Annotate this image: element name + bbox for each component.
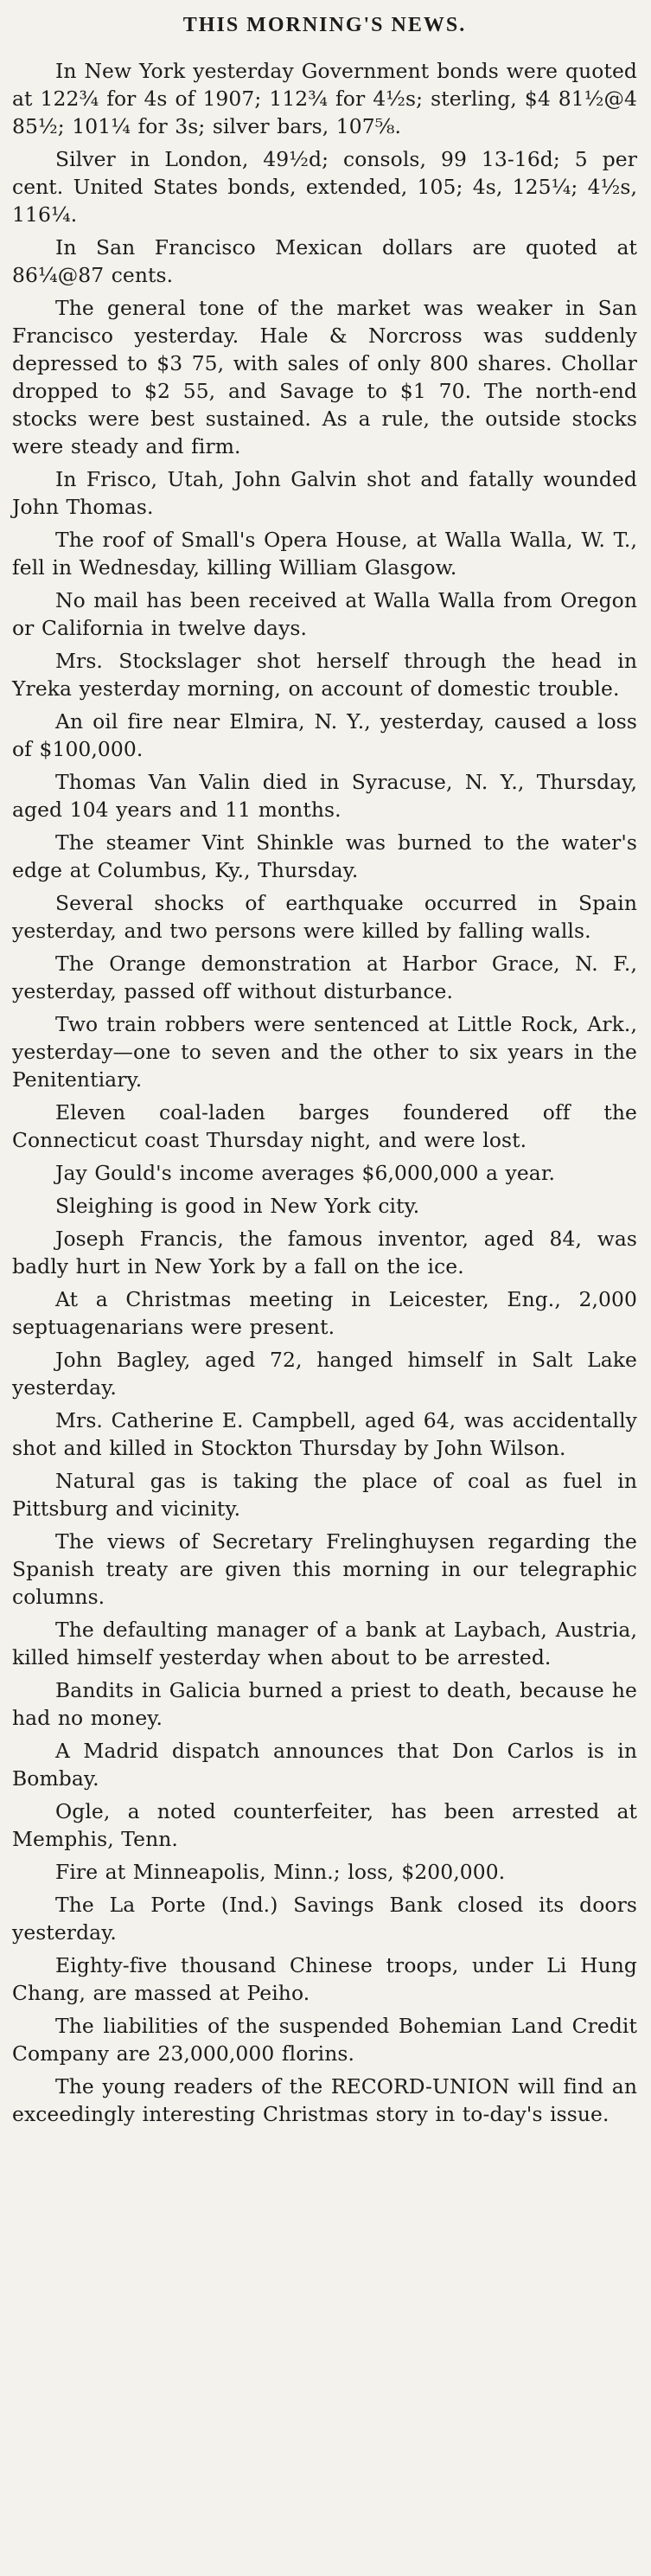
news-item: Silver in London, 49½d; consols, 99 13-16d; 5 per cent. United States bonds, extended, 105; 4s, 125¼; 4½s, 116¼. bbox=[12, 147, 637, 227]
news-items bbox=[12, 57, 637, 2128]
news-item: The defaulting manager of a bank at Laybach, Austria, killed himself yesterday when about to be arrested. bbox=[12, 1618, 637, 1669]
news-item: Two train robbers were sentenced at Little Rock, Ark., yesterday—one to seven and the other to six years in the Penitentiary. bbox=[12, 1012, 637, 1092]
news-item: In Frisco, Utah, John Galvin shot and fatally wounded John Thomas. bbox=[12, 467, 637, 519]
news-item: Jay Gould's income averages $6,000,000 a year. bbox=[55, 1161, 556, 1185]
news-item: In New York yesterday Government bonds were quoted at 122¾ for 4s of 1907; 112¾ for 4½s; sterling, $4 81½@4 85½; 101¼ for 3s; silver bars, 107⅝. bbox=[12, 59, 637, 138]
news-item: The liabilities of the suspended Bohemian Land Credit Company are 23,000,000 florins. bbox=[12, 2014, 637, 2066]
news-item: No mail has been received at Walla Walla from Oregon or California in twelve days. bbox=[12, 588, 637, 640]
news-item: Bandits in Galicia burned a priest to death, because he had no money. bbox=[12, 1678, 637, 1730]
news-item: The views of Secretary Frelinghuysen regarding the Spanish treaty are given this morning in our telegraphic columns. bbox=[12, 1529, 637, 1609]
news-item: The roof of Small's Opera House, at Walla Walla, W. T., fell in Wednesday, killing William Glasgow. bbox=[12, 528, 637, 580]
news-item: The Orange demonstration at Harbor Grace, N. F., yesterday, passed off without disturbance. bbox=[12, 952, 637, 1003]
news-item: In San Francisco Mexican dollars are quoted at 86¼@87 cents. bbox=[12, 235, 637, 287]
news-item: Joseph Francis, the famous inventor, aged 84, was badly hurt in New York by a fall on the ice. bbox=[12, 1227, 637, 1278]
news-item: Eighty-five thousand Chinese troops, under Li Hung Chang, are massed at Peiho. bbox=[12, 1953, 637, 2005]
news-item: Fire at Minneapolis, Minn.; loss, $200,000. bbox=[55, 1860, 506, 1884]
news-item: The general tone of the market was weaker in San Francisco yesterday. Hale & Norcross was suddenly depressed to $3 75, with sales of only 800 shares. Chollar dropped to $2 55, and Savage to $1 70. The north-end stocks were best sustained. As a rule, the outside stocks were steady and firm. bbox=[12, 296, 637, 458]
news-item: Thomas Van Valin died in Syracuse, N. Y., Thursday, aged 104 years and 11 months. bbox=[12, 770, 637, 822]
news-item: Mrs. Catherine E. Campbell, aged 64, was accidentally shot and killed in Stockton Thursday by John Wilson. bbox=[12, 1408, 637, 1460]
news-item: The young readers of the RECORD-UNION will find an exceedingly interesting Christmas story in to-day's issue. bbox=[12, 2074, 637, 2126]
news-item: Natural gas is taking the place of coal as fuel in Pittsburg and vicinity. bbox=[12, 1469, 637, 1521]
news-item: At a Christmas meeting in Leicester, Eng., 2,000 septuagenarians were present. bbox=[12, 1287, 637, 1339]
news-item: Eleven coal-laden barges foundered off the Connecticut coast Thursday night, and were lost. bbox=[12, 1100, 637, 1152]
news-item: Mrs. Stockslager shot herself through the head in Yreka yesterday morning, on account of domestic trouble. bbox=[12, 649, 637, 701]
news-item: An oil fire near Elmira, N. Y., yesterday, caused a loss of $100,000. bbox=[12, 709, 637, 761]
news-item: A Madrid dispatch announces that Don Carlos is in Bombay. bbox=[12, 1739, 637, 1791]
news-item: John Bagley, aged 72, hanged himself in Salt Lake yesterday. bbox=[12, 1348, 637, 1400]
news-item: Ogle, a noted counterfeiter, has been arrested at Memphis, Tenn. bbox=[12, 1799, 637, 1851]
news-item: Several shocks of earthquake occurred in Spain yesterday, and two persons were killed by falling walls. bbox=[12, 891, 637, 943]
news-item: The La Porte (Ind.) Savings Bank closed its doors yesterday. bbox=[12, 1893, 637, 1945]
column-headline: THIS MORNING'S NEWS. bbox=[182, 14, 467, 36]
news-item: Sleighing is good in New York city. bbox=[55, 1194, 420, 1218]
news-item: The steamer Vint Shinkle was burned to the water's edge at Columbus, Ky., Thursday. bbox=[12, 830, 637, 882]
